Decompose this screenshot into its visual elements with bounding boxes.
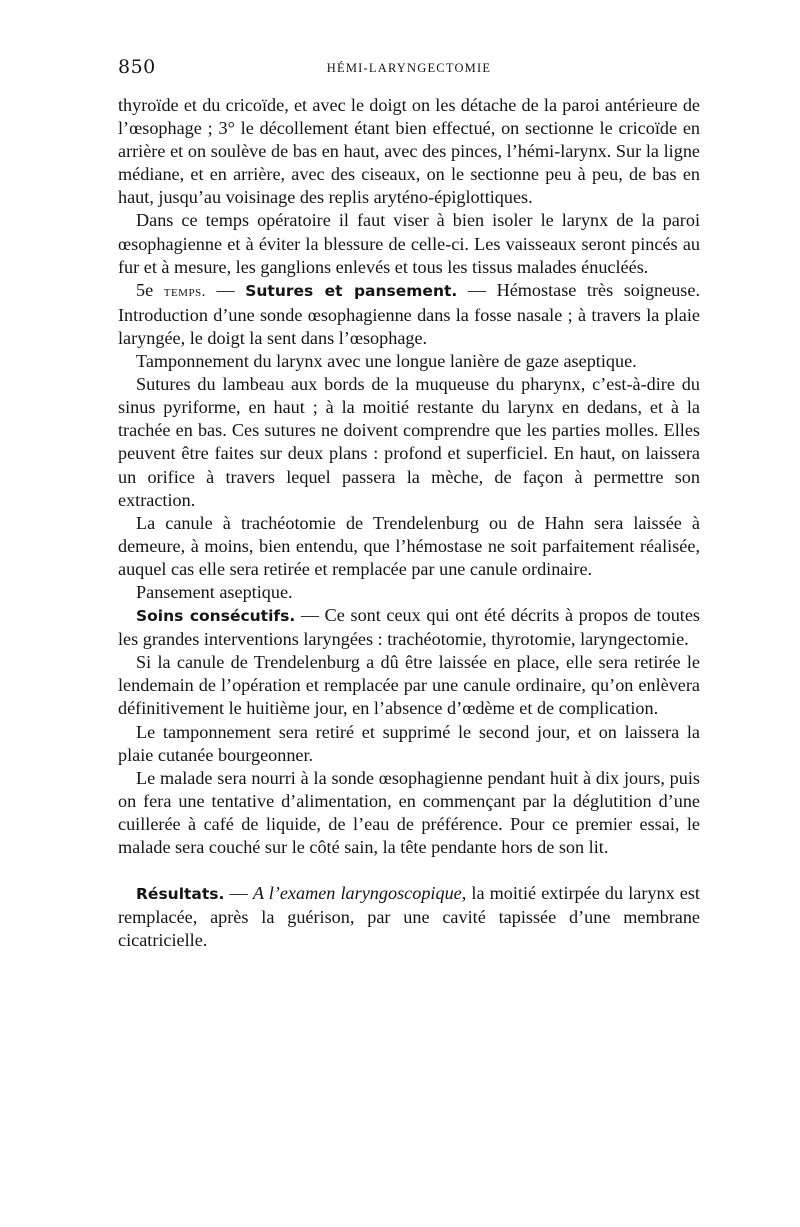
section-heading: Sutures et pansement. [245, 281, 458, 300]
section-heading: Résultats. [136, 885, 225, 904]
paragraph-text: thyroïde et du cricoïde, et avec le doigt on les détache de la paroi antérieure de l’œsophage ; 3° le décollement étant bien effectué, on sectionne le cricoïde en arrière et on soulève de bas en haut, avec des pinces, l’hémi-larynx. Sur la ligne médiane, et en arrière, avec des ciseaux, on le sectionne peu à peu, de bas en haut, jusqu’au voisinage des replis aryténo-épiglottiques. [118, 95, 700, 208]
paragraph [118, 721, 700, 767]
running-head: HÉMI-LARYNGECTOMIE [326, 61, 492, 75]
paragraph-text: Tamponnement du larynx avec une longue lanière de gaze aseptique. [136, 351, 637, 372]
italic-phrase: A l’examen laryngoscopique [252, 883, 462, 904]
paragraph-text: Pansement aseptique. [136, 581, 293, 602]
paragraph-sutures [118, 279, 700, 350]
paragraph [118, 767, 700, 859]
paragraph [118, 350, 700, 373]
paragraph-text: Le malade sera nourri à la sonde œsophagienne pendant huit à dix jours, puis on fera une tentative d’alimentation, en commençant par la déglutition d’une cuillerée à café de liquide, de l’eau de préférence. Pour ce premier essai, le malade sera couché sur le côté sain, la tête pendante hors de son lit. [118, 767, 700, 857]
paragraph [118, 581, 700, 604]
paragraph-resultats [118, 882, 700, 952]
paragraph-text: Le tamponnement sera retiré et supprimé le second jour, et on laissera la plaie cutanée bourgeonner. [118, 721, 700, 765]
dash: — [224, 883, 253, 904]
paragraph-text: , la moitié extirpée du larynx est remplacée, après la guérison, par une cavité tapissée d’une membrane cicatricielle. [118, 883, 700, 951]
paragraph [118, 651, 700, 720]
section-heading: Soins consécutifs. [136, 607, 296, 626]
paragraph [118, 209, 700, 278]
paragraph-soins [118, 604, 700, 651]
paragraph-text: Sutures du lambeau aux bords de la muqueuse du pharynx, c’est-à-dire du sinus pyriforme, en haut ; à la moitié restante du larynx en dedans, et à la trachée en bas. Ces sutures ne doivent comprendre que les parties molles. Elles peuvent être faites sur deux plans : profond et superficiel. En haut, on laissera un orifice à travers lequel passera la mèche, de façon à permettre son extraction. [118, 374, 700, 510]
paragraph [118, 512, 700, 581]
step-label: temps. [163, 283, 206, 300]
paragraph-continuation [118, 94, 700, 209]
paragraph [118, 373, 700, 512]
paragraph-text: Si la canule de Trendelenburg a dû être laissée en place, elle sera retirée le lendemain de l’opération et remplacée par une canule ordinaire, qu’on enlèvera définitivement le huitième jour, en l’absence d’œdème et de complication. [118, 652, 700, 719]
step-number: 5e [136, 279, 154, 300]
paragraph-text: — Ce sont ceux qui ont été décrits à propos de toutes les grandes interventions laryngées : trachéotomie, thyrotomie, laryngectomie. [118, 605, 700, 650]
paragraph-text: La canule à trachéotomie de Trendelenburg ou de Hahn sera laissée à demeure, à moins, bien entendu, que l’hémostase ne soit parfaitement réalisée, auquel cas elle sera retirée et remplacée par une canule ordinaire. [118, 512, 700, 579]
page-number: 850 [118, 56, 156, 78]
paragraph-text: — Hémostase très soigneuse. Introduction d’une sonde œsophagienne dans la fosse nasale ; à travers la plaie laryngée, le doigt la sent dans l’œsophage. [118, 279, 700, 348]
dash: — [205, 279, 246, 300]
page-header [118, 56, 700, 82]
body-text [118, 94, 700, 952]
paragraph-text: Dans ce temps opératoire il faut viser à bien isoler le larynx de la paroi œsophagienne et à éviter la blessure de celle-ci. Les vaisseaux seront pincés au fur et à mesure, les ganglions enlevés et tous les tissus malades énucléés. [118, 210, 700, 277]
